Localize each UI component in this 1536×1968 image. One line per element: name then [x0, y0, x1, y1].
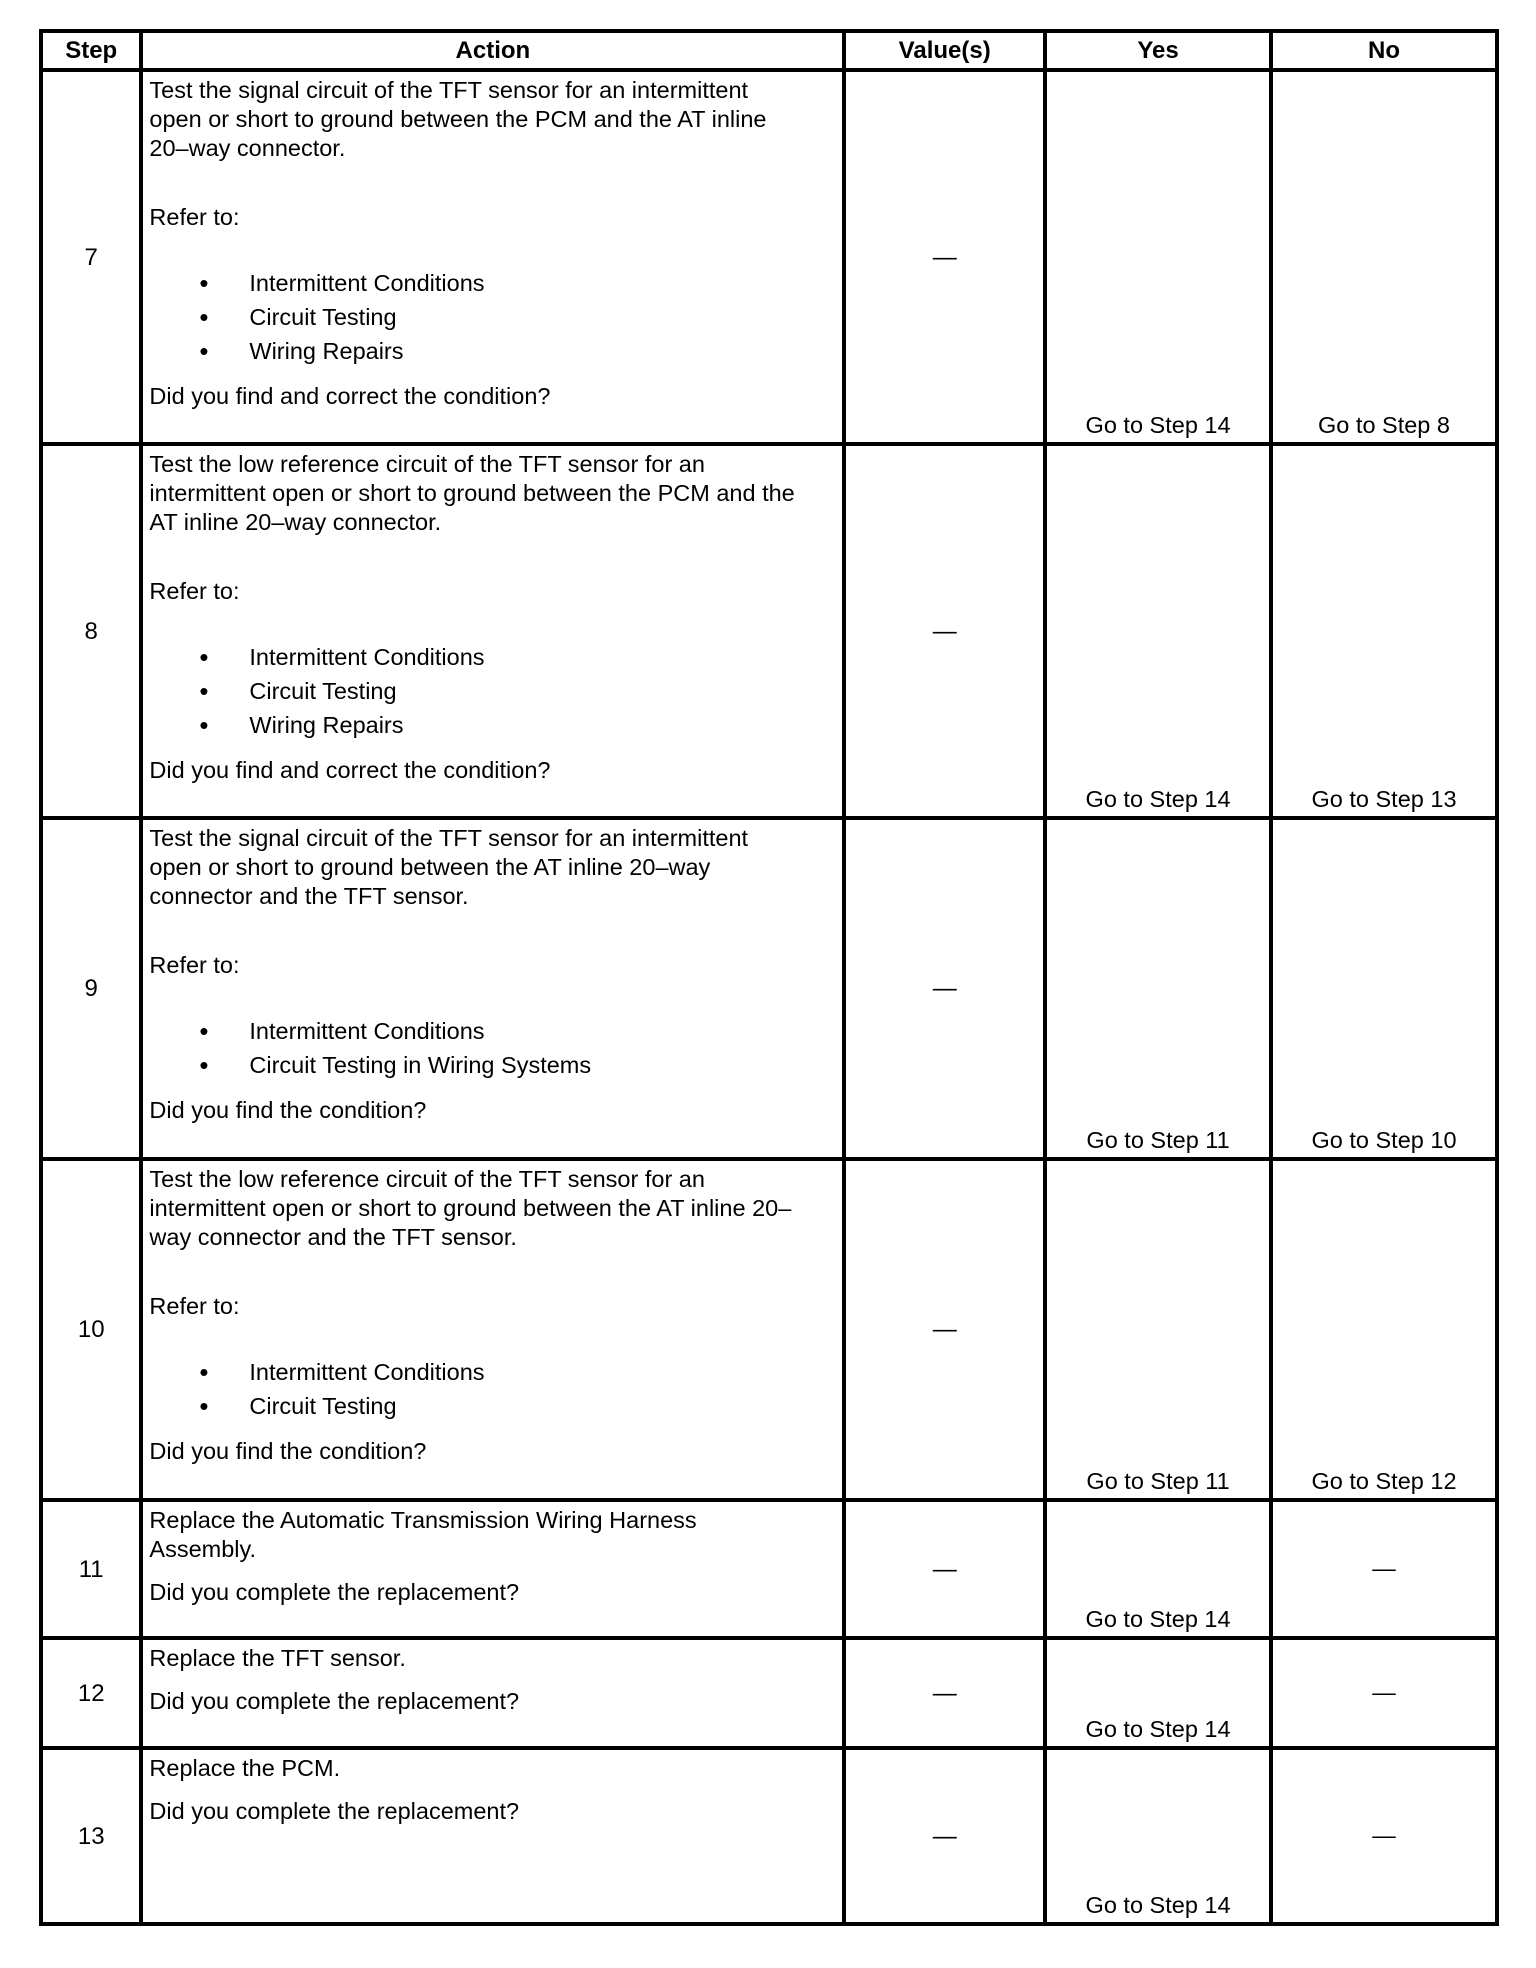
action-cell: [141, 1638, 844, 1748]
header-values: Value(s): [844, 31, 1045, 70]
header-action: Action: [141, 31, 844, 70]
refer-label: Refer to:: [149, 952, 240, 978]
action-text: Test the signal circuit of the TFT sensor for an intermittent open or short to ground between the PCM and the AT inline 20–way connector.: [149, 77, 767, 161]
refer-label: Refer to:: [149, 1293, 240, 1319]
question-text: Did you find the condition?: [149, 1097, 427, 1123]
step-number: 7: [41, 70, 141, 444]
step-number: 8: [41, 444, 141, 818]
header-row: [41, 31, 1497, 70]
no-action[interactable]: Go to Step 10: [1271, 818, 1497, 1159]
no-action: —: [1271, 1638, 1497, 1748]
reference-list: [149, 640, 836, 742]
value-cell: —: [844, 70, 1045, 444]
reference-link[interactable]: • Circuit Testing: [249, 1389, 836, 1423]
refer-label: Refer to:: [149, 204, 240, 230]
value-cell: —: [844, 1748, 1045, 1924]
table-row: [41, 1638, 1497, 1748]
value-cell: —: [844, 1500, 1045, 1638]
reference-link[interactable]: • Circuit Testing in Wiring Systems: [249, 1048, 836, 1082]
action-text: Replace the Automatic Transmission Wiring Harness Assembly.: [149, 1507, 697, 1562]
diagnostic-table: [39, 29, 1499, 1926]
reference-link[interactable]: • Intermittent Conditions: [249, 640, 836, 674]
yes-action[interactable]: Go to Step 11: [1045, 1159, 1271, 1500]
reference-list: [149, 1014, 836, 1082]
reference-link[interactable]: • Circuit Testing: [249, 300, 836, 334]
header-yes: Yes: [1045, 31, 1271, 70]
no-action[interactable]: Go to Step 13: [1271, 444, 1497, 818]
table-row: [41, 1159, 1497, 1500]
value-cell: —: [844, 818, 1045, 1159]
value-cell: —: [844, 444, 1045, 818]
question-text: Did you find the condition?: [149, 1438, 427, 1464]
action-cell: [141, 1500, 844, 1638]
action-text: Replace the PCM.: [149, 1755, 341, 1781]
action-cell: [141, 818, 844, 1159]
question-text: Did you complete the replacement?: [149, 1579, 520, 1605]
action-text: Test the low reference circuit of the TFT sensor for an intermittent open or short to ground between the AT inline 20– way connector and the TFT sensor.: [149, 1166, 792, 1250]
action-text: Test the low reference circuit of the TFT sensor for an intermittent open or short to ground between the PCM and the AT inline 20–way connector.: [149, 451, 795, 535]
yes-action[interactable]: Go to Step 14: [1045, 1500, 1271, 1638]
reference-list: [149, 266, 836, 368]
yes-action[interactable]: Go to Step 14: [1045, 70, 1271, 444]
table-row: [41, 444, 1497, 818]
yes-action[interactable]: Go to Step 14: [1045, 1748, 1271, 1924]
action-cell: [141, 444, 844, 818]
step-number: 9: [41, 818, 141, 1159]
action-text: Replace the TFT sensor.: [149, 1645, 406, 1671]
table-row: [41, 1748, 1497, 1924]
action-cell: [141, 70, 844, 444]
no-action[interactable]: Go to Step 12: [1271, 1159, 1497, 1500]
action-cell: [141, 1159, 844, 1500]
no-action: —: [1271, 1748, 1497, 1924]
step-number: 12: [41, 1638, 141, 1748]
action-text: Test the signal circuit of the TFT sensor for an intermittent open or short to ground between the AT inline 20–way connector and the TFT sensor.: [149, 825, 749, 909]
action-cell: [141, 1748, 844, 1924]
table-row: [41, 1500, 1497, 1638]
reference-list: [149, 1355, 836, 1423]
question-text: Did you find and correct the condition?: [149, 383, 551, 409]
refer-label: Refer to:: [149, 578, 240, 604]
value-cell: —: [844, 1159, 1045, 1500]
reference-link[interactable]: • Circuit Testing: [249, 674, 836, 708]
header-no: No: [1271, 31, 1497, 70]
question-text: Did you complete the replacement?: [149, 1688, 520, 1714]
step-number: 11: [41, 1500, 141, 1638]
step-number: 10: [41, 1159, 141, 1500]
yes-action[interactable]: Go to Step 14: [1045, 1638, 1271, 1748]
yes-action[interactable]: Go to Step 14: [1045, 444, 1271, 818]
step-number: 13: [41, 1748, 141, 1924]
header-step: Step: [41, 31, 141, 70]
reference-link[interactable]: • Intermittent Conditions: [249, 1014, 836, 1048]
reference-link[interactable]: • Wiring Repairs: [249, 334, 836, 368]
reference-link[interactable]: • Intermittent Conditions: [249, 266, 836, 300]
question-text: Did you complete the replacement?: [149, 1798, 520, 1824]
no-action[interactable]: Go to Step 8: [1271, 70, 1497, 444]
table-row: [41, 70, 1497, 444]
value-cell: —: [844, 1638, 1045, 1748]
reference-link[interactable]: • Wiring Repairs: [249, 708, 836, 742]
reference-link[interactable]: • Intermittent Conditions: [249, 1355, 836, 1389]
no-action: —: [1271, 1500, 1497, 1638]
question-text: Did you find and correct the condition?: [149, 757, 551, 783]
yes-action[interactable]: Go to Step 11: [1045, 818, 1271, 1159]
table-row: [41, 818, 1497, 1159]
